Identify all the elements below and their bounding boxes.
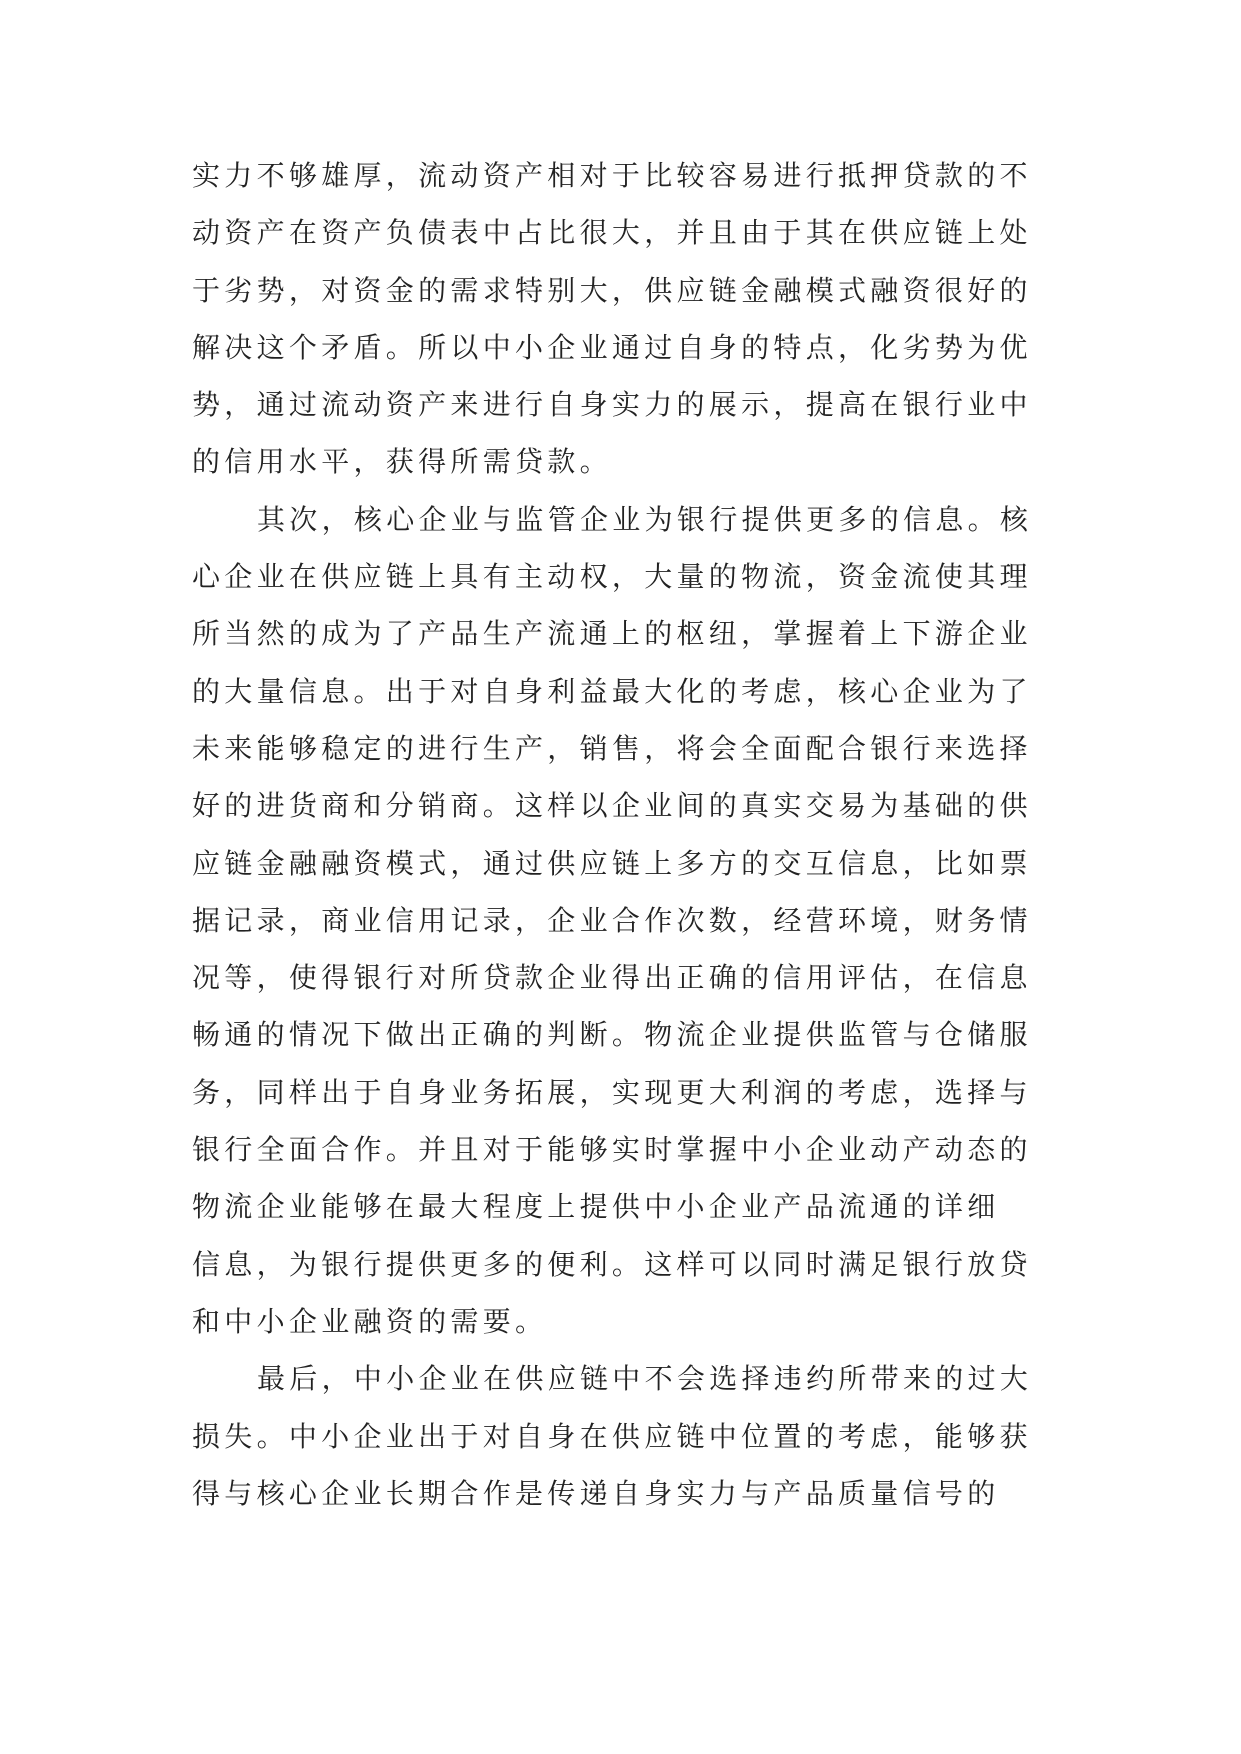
text-line: 的大量信息。出于对自身利益最大化的考虑，核心企业为了: [192, 674, 1032, 708]
text-line: 据记录，商业信用记录，企业合作次数，经营环境，财务情: [192, 903, 1032, 937]
text-line: 银行全面合作。并且对于能够实时掌握中小企业动产动态的: [192, 1133, 1032, 1167]
text-line: 于劣势，对资金的需求特别大，供应链金融模式融资很好的: [192, 273, 1032, 307]
text-line: 解决这个矛盾。所以中小企业通过自身的特点，化劣势为优: [192, 330, 1032, 364]
text-line: 损失。中小企业出于对自身在供应链中位置的考虑，能够获: [192, 1419, 1032, 1453]
paragraph-start-line: 最后，中小企业在供应链中不会选择违约所带来的过大: [257, 1362, 1033, 1396]
text-line: 况等，使得银行对所贷款企业得出正确的信用评估，在信息: [192, 961, 1032, 995]
text-line: 得与核心企业长期合作是传递自身实力与产品质量信号的: [192, 1476, 1000, 1510]
text-line: 应链金融融资模式，通过供应链上多方的交互信息，比如票: [192, 846, 1032, 880]
text-line: 畅通的情况下做出正确的判断。物流企业提供监管与仓储服: [192, 1018, 1032, 1052]
body-text: [192, 147, 1072, 1522]
text-line: 实力不够雄厚，流动资产相对于比较容易进行抵押贷款的不: [192, 159, 1032, 192]
text-line: 物流企业能够在最大程度上提供中小企业产品流通的详细: [192, 1190, 1000, 1224]
text-line: 和中小企业融资的需要。: [192, 1304, 548, 1338]
text-line: 心企业在供应链上具有主动权，大量的物流，资金流使其理: [192, 560, 1032, 594]
text-line: 所当然的成为了产品生产流通上的枢纽，掌握着上下游企业: [192, 617, 1032, 651]
text-line: 信息，为银行提供更多的便利。这样可以同时满足银行放贷: [192, 1247, 1032, 1281]
text-line: 未来能够稳定的进行生产，销售，将会全面配合银行来选择: [192, 731, 1032, 765]
text-line: 务，同样出于自身业务拓展，实现更大利润的考虑，选择与: [192, 1075, 1032, 1109]
text-line: 的信用水平，获得所需贷款。: [192, 445, 612, 479]
paragraph-start-line: 其次，核心企业与监管企业为银行提供更多的信息。核: [257, 502, 1033, 536]
text-line: 好的进货商和分销商。这样以企业间的真实交易为基础的供: [192, 789, 1032, 823]
text-line: 势，通过流动资产来进行自身实力的展示，提高在银行业中: [192, 388, 1032, 422]
text-line: 动资产在资产负债表中占比很大，并且由于其在供应链上处: [192, 216, 1032, 250]
